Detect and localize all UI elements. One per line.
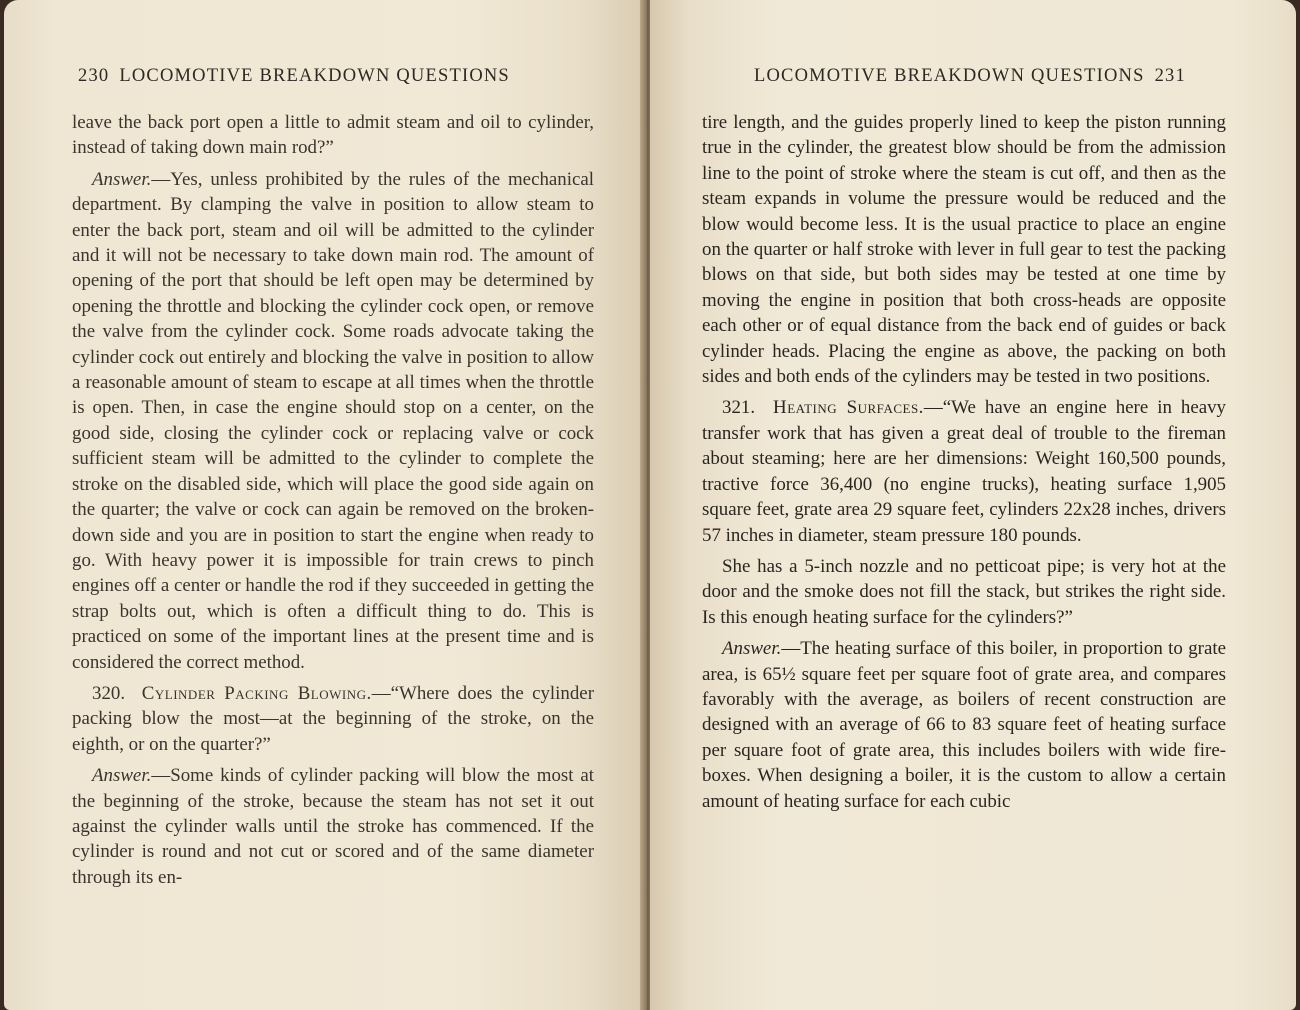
question-title: Heating Surfaces. (773, 397, 924, 419)
paragraph (702, 554, 1226, 630)
paragraph-text: —“We have an engine here in heavy transfer work that has given a great deal of trouble to the fireman about steaming; here are her dimensions: Weight 160,500 pounds, tractive force 36,400 (no engine trucks), heating surface 1,905 square feet, grate area 29 square feet, cylinders 22x28 inches, drivers 57 inches in diameter, steam pressure 180 pounds. (702, 397, 1226, 546)
answer-label: Answer. (722, 638, 782, 660)
paragraph-text: —“Where does the cylinder packing blow the most—at the beginning of the stroke, on the eighth, or on the quarter?” (72, 682, 594, 755)
answer-label: Answer. (92, 168, 152, 190)
left-running-head (68, 66, 510, 87)
paragraph-text: —The heating surface of this boiler, in proportion to grate area, is 65½ square feet per square foot of grate area, and compares favorably with the average, as boilers of recent construction are designed with an average of 66 to 83 square feet of heating surface per square foot of grate area, this includes boilers with wide fire-boxes. When designing a boiler, it is the custom to allow a certain amount of heating surface for each cubic (702, 638, 1226, 812)
question-paragraph (702, 395, 1226, 547)
left-running-title: LOCOMOTIVE BREAKDOWN QUESTIONS (119, 66, 510, 86)
paragraph (702, 636, 1226, 814)
left-page-number: 230 (78, 66, 110, 86)
right-page-number: 231 (1154, 66, 1186, 86)
paragraph (72, 110, 594, 161)
right-running-head (754, 66, 1196, 87)
paragraph (72, 763, 594, 890)
paragraph-text: tire length, and the guides properly lined to keep the piston running true in the cylinder, the greatest blow should be from the admission line to the point of stroke where the steam is cut off, and then as the steam expands in volume the pressure would be reduced and the blow would become less. It is the usual practice to place an engine on the quarter or half stroke with lever in full gear to test the packing blows on that side, but both sides may be tested at one time by moving the engine in position that both cross-heads are opposite each other or of equal distance from the back end of guides or back cylinder heads. Placing the engine as above, the packing on both sides and both ends of the cylinders may be tested in two positions. (702, 112, 1226, 388)
question-number: 320. (92, 682, 126, 704)
paragraph-text: —Yes, unless prohibited by the rules of the mechanical department. By clamping the valve in position to allow steam to enter the back port, steam and oil will be admitted to the cylinder and it will not be necessary to take down main rod. The amount of opening of the port that should be left open may be determined by opening the throttle and blocking the cylinder cock open, or remove the valve from the cylinder cock. Some roads advocate taking the cylinder cock out entirely and blocking the valve in position to allow a reasonable amount of steam to escape at all times when the throttle is open. Then, in case the engine should stop on a center, on the good side, closing the cylinder cock or replacing valve or cock sufficient steam will be admitted to the cylinder to complete the stroke on the disabled side, which will place the good side again on the quarter; the valve or cock can again be removed on the broken-down side and you are in position to start the engine when ready to go. With heavy power it is impossible for train crews to pinch engines off a center or handle the rod if they succeeded in getting the strap bolts out, which is often a difficult thing to do. This is practiced on some of the important lines at the present time and is considered the correct method. (72, 168, 594, 673)
question-title: Cylinder Packing Blowing. (141, 682, 372, 704)
right-running-title: LOCOMOTIVE BREAKDOWN QUESTIONS (754, 66, 1145, 86)
paragraph (72, 167, 594, 675)
paragraph-text: —Some kinds of cylinder packing will blow the most at the beginning of the stroke, because the steam has not set it out against the cylinder walls until the stroke has commenced. If the cylinder is round and not cut or scored and of the same diameter through its en- (72, 765, 594, 888)
right-body-text (702, 110, 1226, 820)
answer-label: Answer. (92, 765, 152, 787)
right-page (650, 0, 1296, 1010)
question-paragraph (72, 681, 594, 757)
question-number: 321. (722, 397, 756, 419)
left-page (4, 0, 644, 1010)
paragraph (702, 110, 1226, 389)
left-body-text (72, 110, 594, 896)
paragraph-text: leave the back port open a little to admit steam and oil to cylinder, instead of taking down main rod?” (72, 112, 594, 159)
paragraph-text: She has a 5-inch nozzle and no petticoat pipe; is very hot at the door and the smoke does not fill the stack, but strikes the right side. Is this enough heating surface for the cylinders?” (702, 555, 1226, 628)
